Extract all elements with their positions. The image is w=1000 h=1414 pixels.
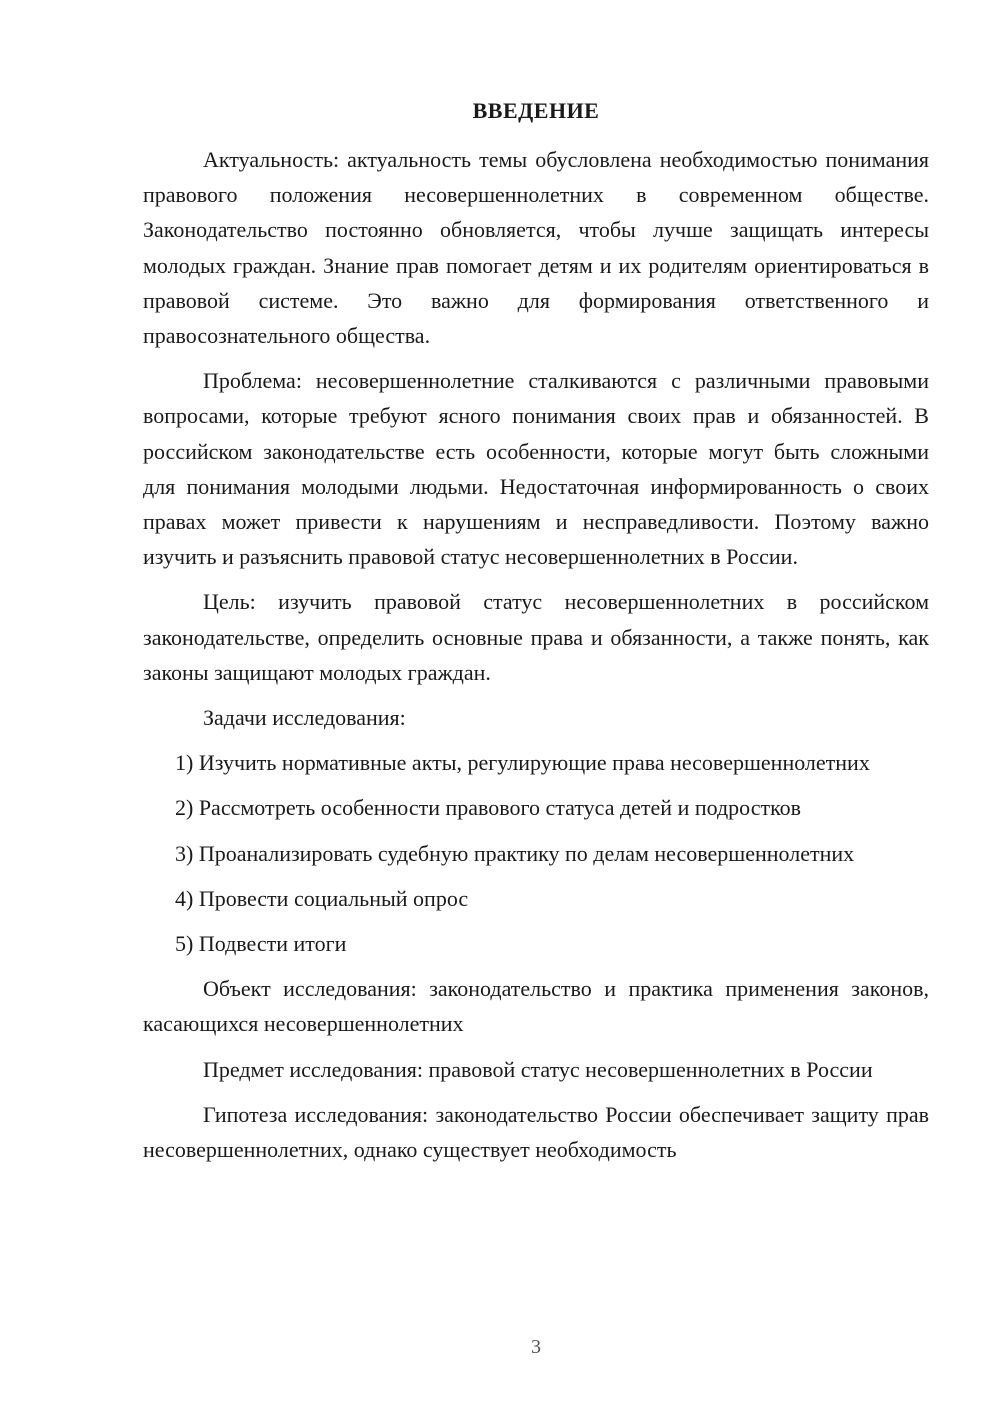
paragraph-hypothesis: Гипотеза исследования: законодательство России обеспечивает защиту прав несовершеннолетних, однако существует необходимость: [143, 1101, 929, 1163]
page-number: 3: [531, 1336, 541, 1358]
document-body: [143, 142, 929, 1177]
task-item-2: 2) Рассмотреть особенности правового статуса детей и подростков: [175, 795, 802, 821]
task-item-3: 3) Проанализировать судебную практику по делам несовершеннолетних: [175, 840, 855, 866]
task-item-4: 4) Провести социальный опрос: [175, 885, 469, 911]
task-item-5: 5) Подвести итоги: [175, 931, 347, 957]
paragraph-problem: Проблема: несовершеннолетние сталкиваются с различными правовыми вопросами, которые требуют ясного понимания своих прав и обязанностей. В российском законодательстве есть особенности, которые могут быть сложными для понимания молодыми людьми. Недостаточная информированность о своих правах может привести к нарушениям и несправедливости. Поэтому важно изучить и разъяснить правовой статус несовершеннолетних в России.: [143, 368, 929, 570]
paragraph-goal: Цель: изучить правовой статус несовершеннолетних в российском законодательстве, определить основные права и обязанности, а также понять, как законы защищают молодых граждан.: [143, 589, 929, 685]
task-item-1: 1) Изучить нормативные акты, регулирующие права несовершеннолетних: [175, 750, 870, 776]
paragraph-tasks-heading: Задачи исследования:: [203, 705, 406, 731]
paragraph-subject: Предмет исследования: правовой статус несовершеннолетних в России: [203, 1056, 873, 1082]
paragraph-object: Объект исследования: законодательство и практика применения законов, касающихся несовершеннолетних: [143, 976, 929, 1037]
paragraph-relevance: Актуальность: актуальность темы обусловлена необходимостью понимания правового положения несовершеннолетних в современном обществе. Законодательство постоянно обновляется, чтобы лучше защищать интересы молодых граждан. Знание прав помогает детям и их родителям ориентироваться в правовой системе. Это важно для формирования ответственного и правосознательного общества.: [143, 147, 929, 349]
page-title: ВВЕДЕНИЕ: [472, 98, 600, 123]
